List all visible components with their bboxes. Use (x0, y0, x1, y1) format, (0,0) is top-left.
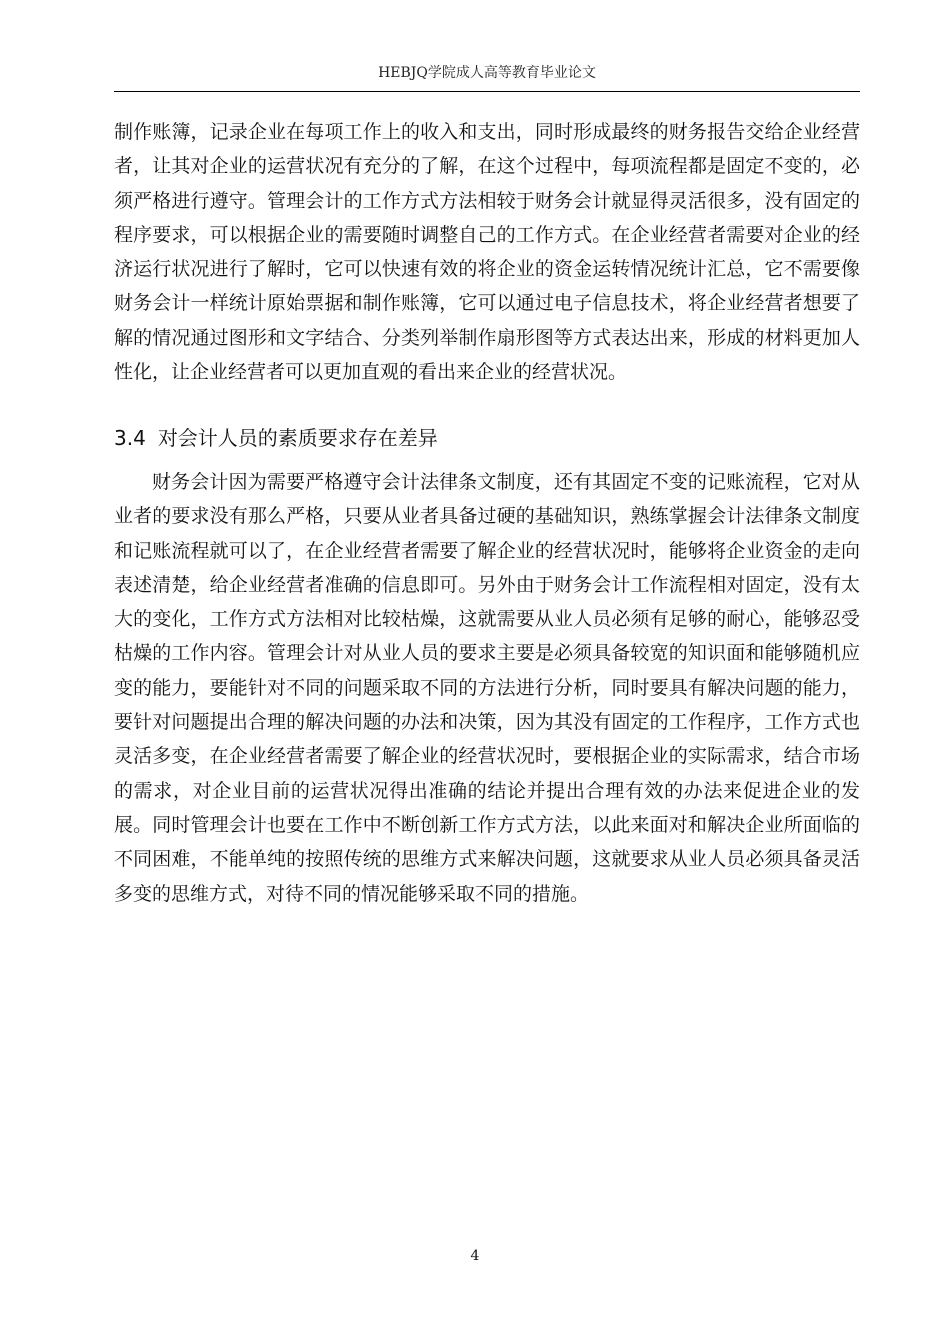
section-title: 对会计人员的素质要求存在差异 (157, 426, 438, 450)
section-heading (114, 423, 438, 453)
header-divider (114, 91, 860, 92)
page-header: HEBJQ学院成人高等教育毕业论文 (378, 65, 596, 81)
page-number: 4 (470, 1248, 480, 1264)
section-number: 3.4 (114, 426, 146, 450)
body-paragraph-continued: 制作账簿，记录企业在每项工作上的收入和支出，同时形成最终的财务报告交给企业经营者，让其对企业的运营状况有充分的了解，在这个过程中，每项流程都是固定不变的，必须严格进行遵守。管理会计的工作方式方法相较于财务会计就显得灵活很多，没有固定的程序要求，可以根据企业的需要随时调整自己的工作方式。在企业经营者需要对企业的经济运行状况进行了解时，它可以快速有效的将企业的资金运转情况统计汇总，它不需要像财务会计一样统计原始票据和制作账簿，它可以通过电子信息技术，将企业经营者想要了解的情况通过图形和文字结合、分类列举制作扇形图等方式表达出来，形成的材料更加人性化，让企业经营者可以更加直观的看出来企业的经营状况。 (114, 121, 860, 384)
body-paragraph: 财务会计因为需要严格遵守会计法律条文制度，还有其固定不变的记账流程，它对从业者的要求没有那么严格，只要从业者具备过硬的基础知识，熟练掌握会计法律条文制度和记账流程就可以了，在企业经营者需要了解企业的经营状况时，能够将企业资金的走向表述清楚，给企业经营者准确的信息即可。另外由于财务会计工作流程相对固定，没有太大的变化，工作方式方法相对比较枯燥，这就需要从业人员必须有足够的耐心，能够忍受枯燥的工作内容。管理会计对从业人员的要求主要是必须具备较宽的知识面和能够随机应变的能力，要能针对不同的问题采取不同的方法进行分析，同时要具有解决问题的能力，要针对问题提出合理的解决问题的办法和决策，因为其没有固定的工作程序，工作方式也灵活多变，在企业经营者需要了解企业的经营状况时，要根据企业的实际需求，结合市场的需求，对企业目前的运营状况得出准确的结论并提出合理有效的办法来促进企业的发展。同时管理会计也要在工作中不断创新工作方式方法，以此来面对和解决企业所面临的不同困难，不能单纯的按照传统的思维方式来解决问题，这就要求从业人员必须具备灵活多变的思维方式，对待不同的情况能够采取不同的措施。 (114, 471, 860, 905)
